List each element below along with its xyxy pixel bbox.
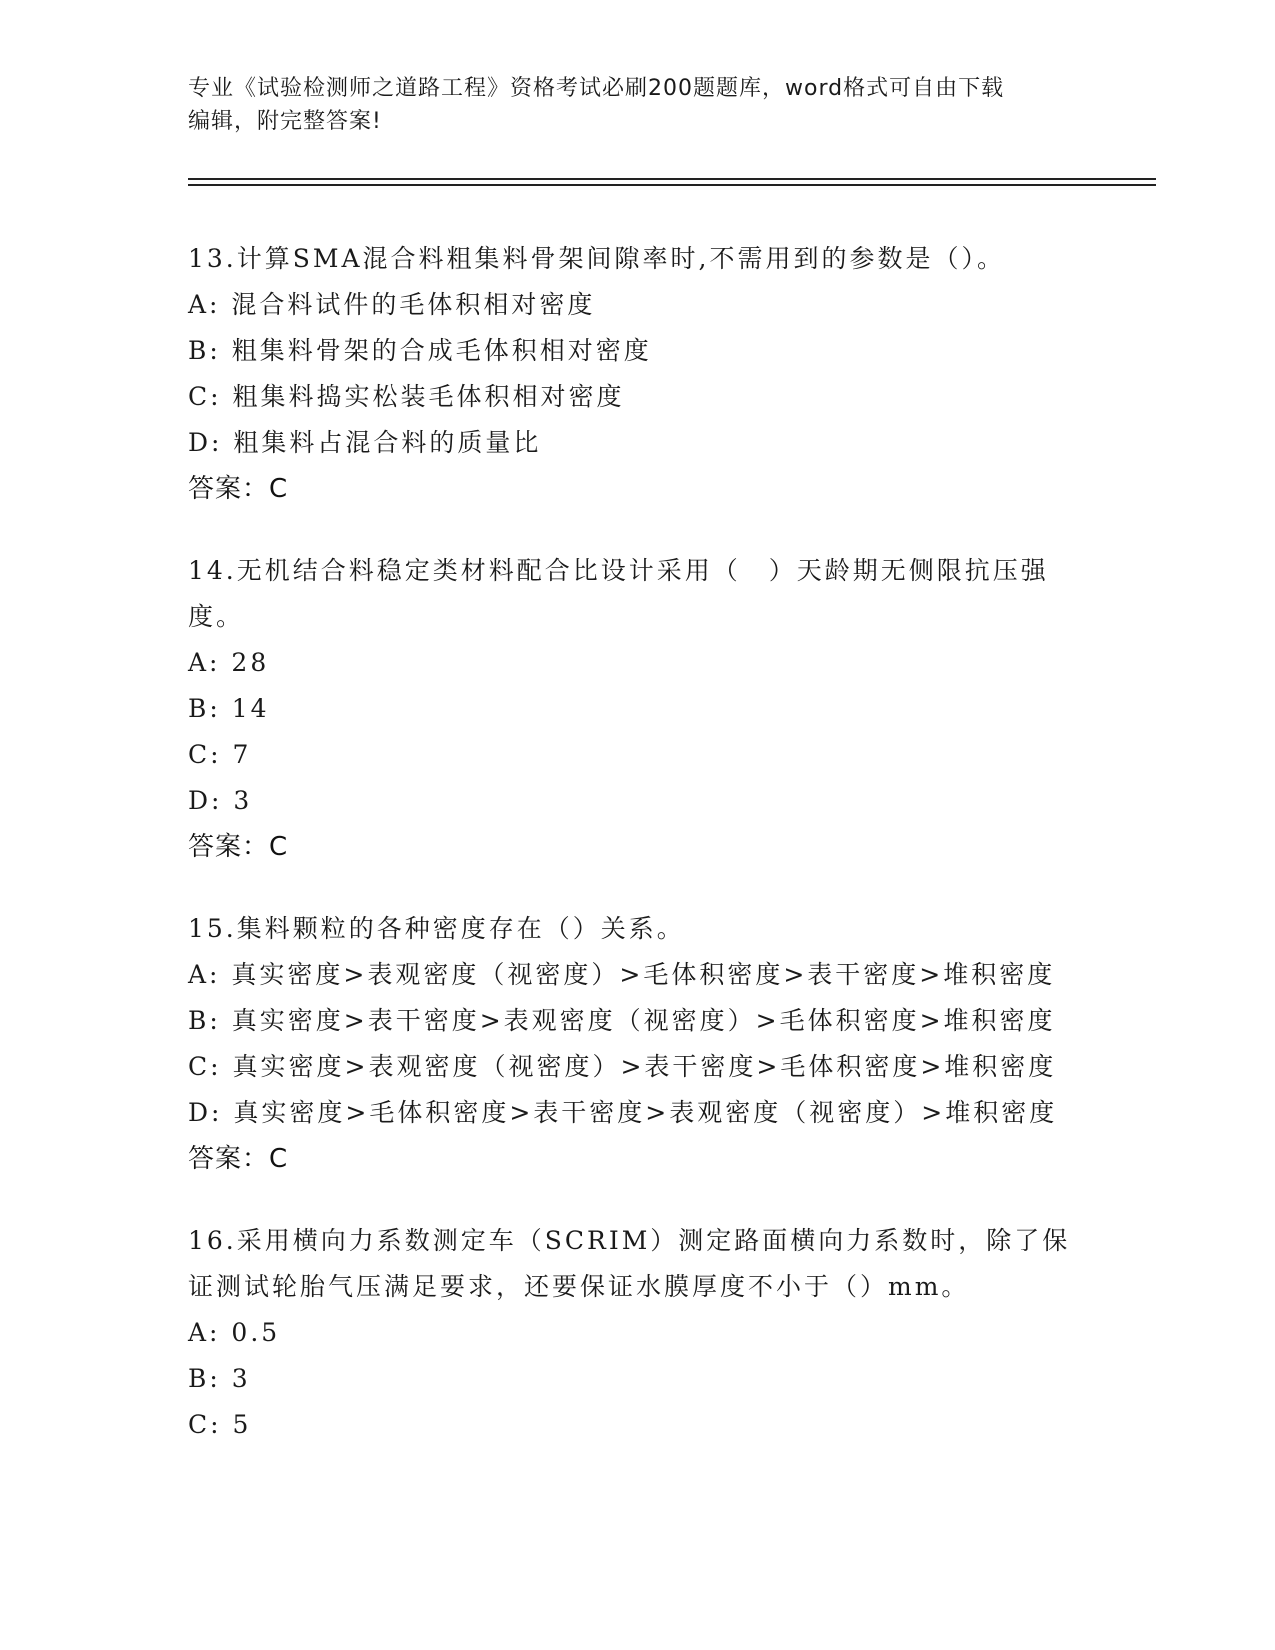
option-b: B: 真实密度>表干密度>表观密度（视密度）>毛体积密度>堆积密度 (188, 1006, 1056, 1035)
option-c: C: 5 (188, 1410, 252, 1439)
question-list (188, 236, 1088, 1484)
option-b: B: 14 (188, 694, 270, 723)
answer-line: 答案：C (188, 832, 289, 862)
option-c: C: 7 (188, 740, 252, 769)
header-divider-bottom (188, 184, 1156, 186)
question-stem: 13.计算SMA混合料粗集料骨架间隙率时,不需用到的参数是（）。 (188, 244, 1005, 273)
question-stem: 14.无机结合料稳定类材料配合比设计采用（ ）天龄期无侧限抗压强度。 (188, 556, 1049, 631)
question-stem: 15.集料颗粒的各种密度存在（）关系。 (188, 914, 685, 943)
header-line-1: 专业《试验检测师之道路工程》资格考试必刷200题题库，word格式可自由下载 (188, 76, 1005, 101)
header-divider-top (188, 178, 1156, 180)
option-a: A: 真实密度>表观密度（视密度）>毛体积密度>表干密度>堆积密度 (188, 960, 1056, 989)
option-c: C: 粗集料捣实松装毛体积相对密度 (188, 382, 625, 411)
question-14 (188, 548, 1088, 870)
answer-line: 答案：C (188, 1144, 289, 1174)
question-stem: 16.采用横向力系数测定车（SCRIM）测定路面横向力系数时，除了保证测试轮胎气压满足要求，还要保证水膜厚度不小于（）mm。 (188, 1226, 1071, 1301)
question-15 (188, 906, 1088, 1182)
answer-line: 答案：C (188, 474, 289, 504)
question-16 (188, 1218, 1088, 1448)
option-d: D: 真实密度>毛体积密度>表干密度>表观密度（视密度）>堆积密度 (188, 1098, 1058, 1127)
option-d: D: 3 (188, 786, 253, 815)
document-header (188, 72, 1078, 138)
option-b: B: 粗集料骨架的合成毛体积相对密度 (188, 336, 652, 365)
option-d: D: 粗集料占混合料的质量比 (188, 428, 542, 457)
option-b: B: 3 (188, 1364, 251, 1393)
header-line-2: 编辑，附完整答案! (188, 109, 382, 134)
option-a: A: 28 (188, 648, 270, 677)
option-c: C: 真实密度>表观密度（视密度）>表干密度>毛体积密度>堆积密度 (188, 1052, 1057, 1081)
question-13 (188, 236, 1088, 512)
option-a: A: 混合料试件的毛体积相对密度 (188, 290, 596, 319)
option-a: A: 0.5 (188, 1318, 281, 1347)
